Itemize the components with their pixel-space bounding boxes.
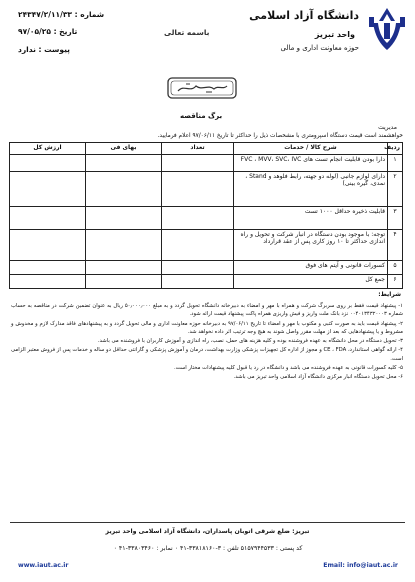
email-link[interactable]: Email: info@iaut.ac.ir (323, 562, 398, 569)
row-unit-price (86, 261, 162, 275)
table-row (10, 275, 403, 289)
header-quantity: تعداد (162, 143, 234, 155)
department-name: حوزه معاونت اداری و مالی (280, 44, 359, 52)
row-unit-price (86, 172, 162, 207)
recipient: مدیریت (378, 124, 397, 131)
row-number: ۲ (388, 172, 403, 207)
table-row (10, 155, 403, 172)
table-row (10, 207, 403, 230)
row-description: کسورات قانونی و آیتم های فوق (234, 261, 388, 275)
row-unit-price (86, 230, 162, 261)
row-quantity (162, 172, 234, 207)
request-text: خواهشمند است قیمت دستگاه اسپرومتری با مشخصات ذیل را حداکثر تا تاریخ ۹۷/۰۶/۱۱ اعلام فرمایید. (157, 133, 403, 139)
table-row (10, 261, 403, 275)
row-description: دارای لوازم جانبی (لوله دو جهته، رابط فلوهد و Stand ، نمدی، گیره بینی) (234, 172, 388, 207)
condition-item: ۶- محل تحویل دستگاه انبار مرکزی دانشگاه آزاد اسلامی واحد تبریز می باشد. (233, 374, 403, 381)
branch-name: واحد تبریز (314, 30, 355, 39)
row-unit-price (86, 207, 162, 230)
row-number: ۴ (388, 230, 403, 261)
row-unit-price (86, 155, 162, 172)
form-type-title: برگ مناقصه (180, 112, 223, 120)
table-row (10, 230, 403, 261)
condition-item: ۱- پیشنهاد قیمت فقط بر روی سربرگ شرکت و همراه با مهر و امضاء به دبیرخانه دانشگاه تحویل گردد و به مبلغ ۵۰٫۰۰۰٫۰۰۰ ریال به عنوان تضمین شرکت در مناقصه به حساب شماره ۰۰۴۰۱۳۴۳۲۰۰۰۳ نزد بانک ملت واریز و فیش واریزی همراه پاکت پیشنهاد قیمت ارائه شود. (11, 303, 403, 318)
letter-date: تاریخ : ۹۷/۰۵/۲۵ (18, 27, 78, 36)
condition-item: ۲- پیشنهاد قیمت باید به صورت کتبی و مکتوب با مهر و امضاء تا تاریخ ۹۷/۰۶/۱۱ به دبیرخانه حوزه معاونت اداری و مالی تحویل گردد و به پیشنهادهای فاقد مدارک لازم و مخدوش و مشروط و یا پیشنهادهایی که بعد از مهلت مقرر واصل شوند به هیچ وجه ترتیب اثر داده نخواهد شد. (11, 320, 403, 335)
row-total (10, 207, 86, 230)
footer-address: تبریز: ضلع شرقی اتوبان پاسداران، دانشگاه آزاد اسلامی واحد تبریز (105, 528, 310, 535)
header-row-number: ردیف (388, 143, 403, 155)
row-quantity (162, 155, 234, 172)
row-total (10, 275, 86, 289)
table-row (10, 172, 403, 207)
table-header-row (10, 143, 403, 155)
condition-item: ۴- ارائه گواهی استاندارد، CE ، FDA و مجوز از اداره کل تجهیزات پزشکی وزارت بهداشت، درمان و آموزش پزشکی و گارانتی حداقل دو ساله و خدمات پس از فروش معتبر الزامی است. (11, 347, 404, 362)
row-quantity (162, 275, 234, 289)
row-total (10, 261, 86, 275)
letter-attachment: پیوست : ندارد (18, 45, 71, 54)
items-table (9, 142, 403, 289)
row-quantity (162, 261, 234, 275)
row-description: دارا بودن قابلیت انجام تست های FVC ، MVV، SVC، IVC (234, 155, 388, 172)
header-unit-price: بهای فی (86, 143, 162, 155)
university-name: دانشگاه آزاد اسلامی (249, 9, 359, 22)
row-number: ۶ (388, 275, 403, 289)
letter-number: شماره : ۲۴۳۴۷/۲/۱۱/۳۳ (18, 10, 105, 19)
row-total (10, 155, 86, 172)
website-link[interactable]: www.iaut.ac.ir (18, 562, 69, 569)
condition-item: ۵- کلیه کسورات قانونی به عهده فروشنده می باشد و دانشگاه در رد یا قبول کلیه پیشنهادات مختار است. (173, 365, 403, 372)
row-description: توجه: با موجود بودن دستگاه در انبار شرکت و تحویل و راه اندازی حداکثر تا ۱۰ روز کاری پس از عقد قرارداد (234, 230, 388, 261)
header-total: ارزش کل (10, 143, 86, 155)
footer-phones: کد پستی : ۵۱۵۷۹۴۴۵۳۳ تلفن : ۳-۳۳۸۱۸۱۶۰-۴۱ ۰ نمابر : ۳۳۸۰۳۴۶۰-۴۱ ۰ (113, 545, 303, 552)
conditions-title: شرایط: (378, 291, 401, 298)
row-description: جمع کل (234, 275, 388, 289)
row-number: ۵ (388, 261, 403, 275)
row-total (10, 172, 86, 207)
condition-item: ۳- تحویل دستگاه در محل دانشگاه به عهده فروشنده بوده و کلیه هزینه های حمل، نصب، راه اندازی و آموزش کاربران با فروشنده می باشد. (97, 338, 403, 345)
row-number: ۱ (388, 155, 403, 172)
university-logo-icon (365, 5, 409, 53)
row-quantity (162, 230, 234, 261)
row-unit-price (86, 275, 162, 289)
bismillah-text: باسمه تعالی (164, 28, 210, 37)
footer-divider (10, 522, 405, 523)
row-quantity (162, 207, 234, 230)
row-number: ۳ (388, 207, 403, 230)
office-stamp-icon (166, 75, 238, 101)
row-total (10, 230, 86, 261)
row-description: قابلیت ذخیره حداقل ۱۰۰۰ تست (234, 207, 388, 230)
header-description: شرح کالا / خدمات (234, 143, 388, 155)
conditions-list (11, 302, 403, 383)
